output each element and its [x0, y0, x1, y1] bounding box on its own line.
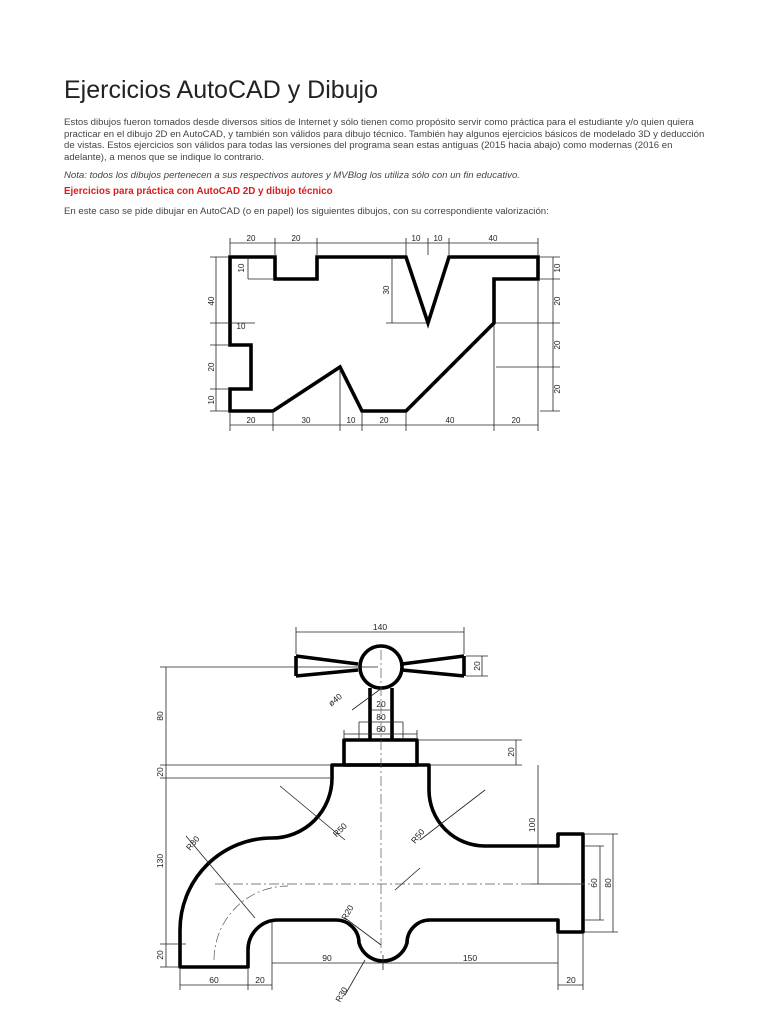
- intro-paragraph: Estos dibujos fueron tomados desde diversos sitios de Internet y sólo tienen como propósito servir como práctica para el estudiante y/o quien quiera practicar en el dibujo 2D en AutoCAD, y también son válidos para dibujo técnico. También hay algunos ejercicios básicos de modelado 3D y deducción de vistas. Estos ejercicios son válidos para todas las versiones del programa sean estas antiguas (2015 hacia abajo) como modernas (2016 en adelante), a menos que se indique lo contrario.: [64, 117, 705, 163]
- d1-right-dim: 20: [553, 340, 562, 350]
- d1-left-dim: 10: [237, 263, 246, 273]
- d1-bottom-dim: 40: [445, 416, 455, 425]
- d1-right-dim: 10: [553, 263, 562, 273]
- drawing-2: [155, 622, 618, 1004]
- d1-left-dim: 40: [207, 296, 216, 306]
- d2-dim-20-handle: 20: [472, 661, 482, 671]
- d2-dim-140: 140: [372, 622, 388, 632]
- section-heading[interactable]: Ejercicios para práctica con AutoCAD 2D y dibujo técnico: [64, 186, 333, 197]
- d1-top-dim: 20: [246, 234, 256, 243]
- d1-bottom-dim: 10: [346, 416, 356, 425]
- d1-left-dim: 10: [236, 322, 246, 331]
- d2-body: [180, 765, 583, 967]
- d2-dim-r20: R20: [339, 903, 356, 922]
- page-title: Ejercicios AutoCAD y Dibujo: [64, 76, 379, 104]
- d2-dim-60-right: 60: [589, 878, 599, 888]
- d2-dim-80-left: 80: [155, 711, 165, 721]
- d1-left-dim: 10: [207, 395, 216, 405]
- d2-dim-80-stem: 80: [376, 712, 386, 722]
- d2-dim-r50-right: R50: [408, 826, 427, 846]
- note-paragraph: Nota: todos los dibujos pertenecen a sus respectivos autores y MVBlog los utiliza sólo con un fin educativo.: [64, 170, 520, 181]
- d2-dim-90: 90: [322, 953, 332, 963]
- d2-handle-bar: [296, 656, 464, 676]
- d1-bottom-dim: 20: [246, 416, 256, 425]
- d2-cap: [344, 740, 417, 765]
- d2-dim-80-right: 80: [603, 878, 613, 888]
- d2-dim-130-left: 130: [155, 853, 165, 869]
- d2-dim-20-cap: 20: [506, 747, 516, 757]
- d2-dim-r50-left: R50: [330, 820, 349, 839]
- instruction-paragraph: En este caso se pide dibujar en AutoCAD (o en papel) los siguientes dibujos, con su correspondiente valorización:: [64, 206, 549, 217]
- d2-dim-r30: R30: [333, 985, 350, 1004]
- d1-inner-dim: 30: [382, 285, 391, 295]
- d1-top-dim: 40: [488, 234, 498, 243]
- d2-dim-100: 100: [527, 817, 537, 833]
- d2-dim-20-left-bottom: 20: [155, 950, 165, 960]
- d1-top-dim: 20: [291, 234, 301, 243]
- d2-dim-20-stem: 20: [376, 699, 386, 709]
- d2-dim-r80: R80: [183, 833, 202, 853]
- drawing-1: [207, 234, 562, 431]
- d2-dim-20-bottom-right: 20: [566, 975, 576, 985]
- d1-bottom-dim: 30: [301, 416, 311, 425]
- d2-dim-60-bottom: 60: [209, 975, 219, 985]
- d1-top-dim: 10: [433, 234, 443, 243]
- d1-bottom-dim: 20: [511, 416, 521, 425]
- d2-dim-dia40: ø40: [326, 691, 344, 709]
- drawing-1-outline: [230, 257, 538, 411]
- d2-dim-60-cap: 60: [376, 724, 386, 734]
- d1-right-dim: 20: [553, 384, 562, 394]
- d1-right-dim: 20: [553, 296, 562, 306]
- d2-dim-150: 150: [462, 953, 478, 963]
- d1-top-dim: 10: [411, 234, 421, 243]
- d2-dim-20-left: 20: [155, 767, 165, 777]
- d1-bottom-dim: 20: [379, 416, 389, 425]
- d1-left-dim: 20: [207, 362, 216, 372]
- d2-dim-20-bottom: 20: [255, 975, 265, 985]
